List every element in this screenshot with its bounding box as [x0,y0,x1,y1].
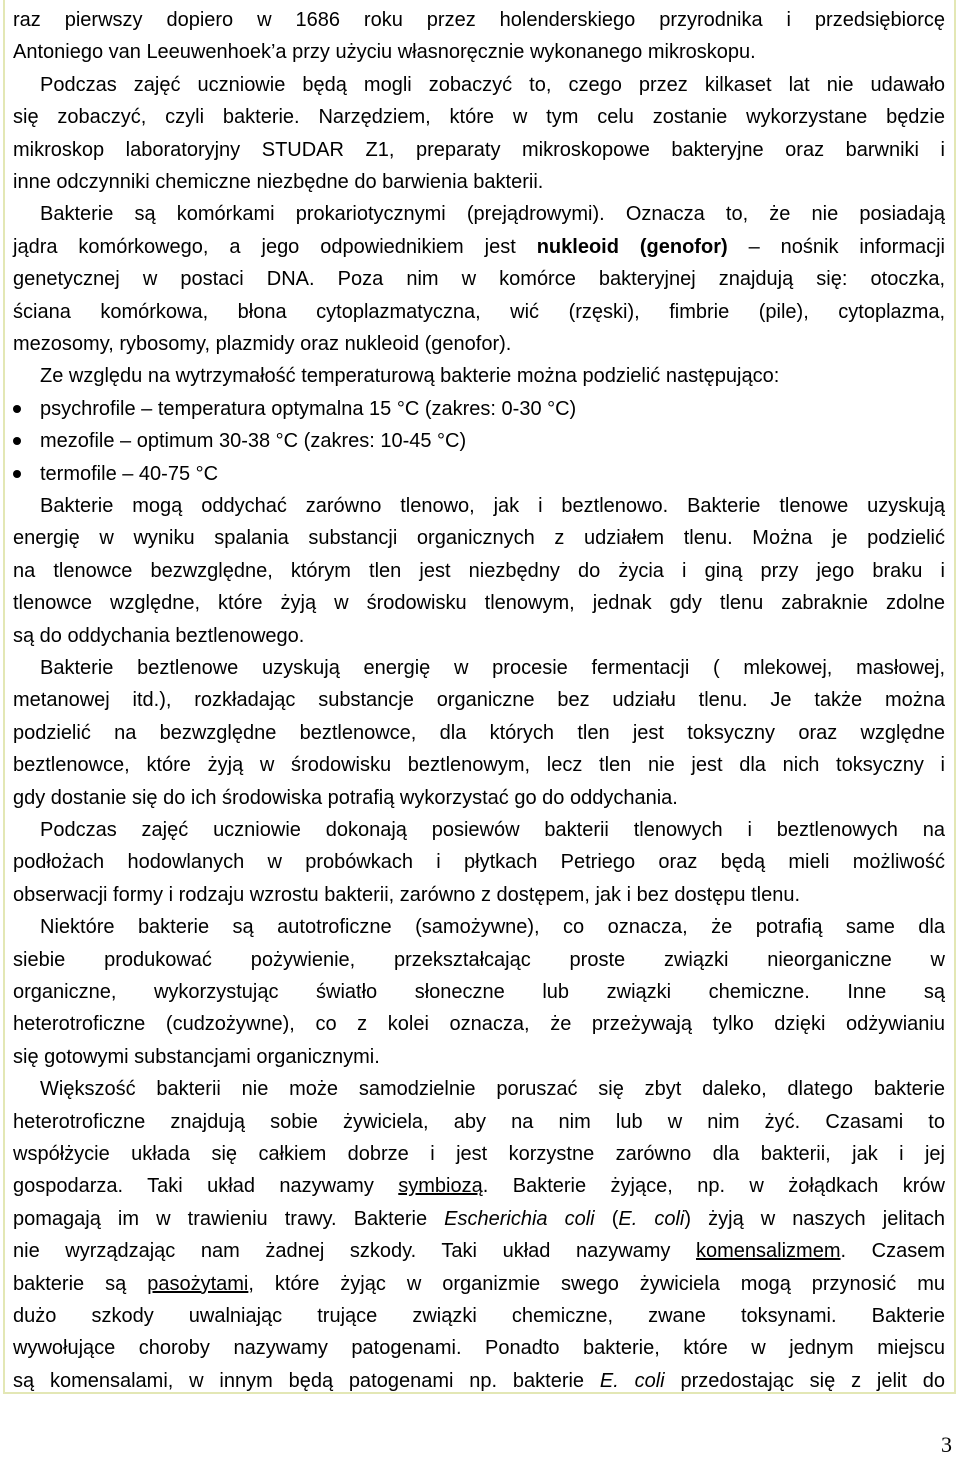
text-line: tlenowce względne, które żyją w środowisku tlenowym, jednak gdy tlenu zabraknie zdolne [13,592,945,615]
text-line: heterotroficzne (cudzożywne), co z kolei oznacza, że przeżywają tylko dzięki odżywianiu [13,1013,945,1036]
text-line: energię w wyniku spalania substancji organicznych z udziałem tlenu. Można je podzielić [13,527,945,550]
text-line: mezosomy, rybosomy, plazmidy oraz nukleoid (genofor). [13,333,512,355]
underlined-term: komensalizmem [696,1240,841,1263]
text-line: beztlenowce, które żyją w środowisku beztlenowym, lecz tlen nie jest dla nich toksyczny i [13,754,945,777]
text-line: organiczne, wykorzystując światło słoneczne lub związki chemiczne. Inne są [13,981,945,1003]
underlined-term: symbiozą [398,1175,483,1198]
text-line: gdy dostanie się do ich środowiska potrafią wykorzystać go do oddychania. [13,786,678,809]
text-line: metanowej itd.), rozkładając substancje organiczne bez udziału tlenu. Je także można [13,689,945,712]
text-line: mikroskop laboratoryjny STUDAR Z1, preparaty mikroskopowe bakteryjne oraz barwniki i [13,138,945,161]
italic-term: E. coli [599,1369,665,1392]
text-line: ściana komórkowa, błona cytoplazmatyczna, wić (rzęski), fimbrie (pile), cytoplazma, [13,300,945,323]
text-line: pomagają im w trawieniu trawy. Bakterie Escherichia coli (E. coli) żyją w naszych jelitach [13,1207,946,1230]
text-line: Podczas zajęć uczniowie będą mogli zobaczyć to, czego przez kilkaset lat nie udawało [40,73,945,96]
text-line: podzielić na bezwzględne beztlenowce, dla których tlen jest toksyczny oraz względne [13,721,945,744]
text-line: są komensalami, w innym będą patogenami np. bakterie E. coli przedostając się z jelit do [13,1369,945,1392]
text-line: Bakterie beztlenowe uzyskują energię w procesie fermentacji ( mlekowej, masłowej, [40,657,945,679]
text-line: Bakterie mogą oddychać zarówno tlenowo, jak i beztlenowo. Bakterie tlenowe uzyskują [40,495,945,517]
page-number: 3 [941,1432,952,1457]
text-line: na tlenowce bezwzględne, którym tlen jest niezbędny do życia i giną przy jego braku i [13,559,945,582]
text-line: podłożach hodowlanych w probówkach i płytkach Petriego oraz będą mieli możliwość [13,851,945,874]
text-line: obserwacji formy i rodzaju wzrostu bakterii, zarówno z dostępem, jak i bez dostępu tlenu. [13,883,801,906]
text-line: się gotowymi substancjami organicznymi. [13,1045,380,1068]
italic-term: E. coli [618,1207,685,1230]
text-line: Ze względu na wytrzymałość temperaturową bakterie można podzielić następująco: [40,365,780,388]
text-line: nie wyrządzając nam żadnej szkody. Taki układ nazywamy komensalizmem. Czasem [13,1240,945,1263]
text-line: siebie produkować pożywienie, przekształcając proste związki nieorganiczne w [13,948,945,971]
text-line: dużo szkody uwalniając trujące związki chemiczne, zwane toksynami. Bakterie [13,1305,945,1327]
bold-term: nukleoid (genofor) [536,235,728,258]
text-line: Niektóre bakterie są autotroficzne (samożywne), co oznacza, że potrafią same dla [40,916,945,939]
text-line: inne odczynniki chemiczne niezbędne do barwienia bakterii. [13,171,544,193]
list-item: mezofile – optimum 30-38 °C (zakres: 10-45 °C) [40,430,467,453]
text-line: wywołujące choroby nazywamy patogenami. Ponadto bakterie, które w jednym miejscu [13,1337,945,1360]
text-line: są do oddychania beztlenowego. [13,624,305,647]
text-line: Podczas zajęć uczniowie dokonają posiewów bakterii tlenowych i beztlenowych na [40,819,945,841]
text-line: genetycznej w postaci DNA. Poza nim w komórce bakteryjnej znajdują się: otoczka, [13,268,945,291]
text-line: raz pierwszy dopiero w 1686 roku przez holenderskiego przyrodnika i przedsiębiorcę [13,9,945,31]
italic-term: Escherichia coli [444,1207,595,1230]
text-line: Antoniego van Leeuwenhoek’a przy użyciu własnoręcznie wykonanego mikroskopu. [13,41,756,64]
text-line: heterotroficzne znajdują sobie żywiciela, aby na nim lub w nim żyć. Czasami to [13,1110,945,1133]
text-line: jądra komórkowego, a jego odpowiednikiem jest nukleoid (genofor) – nośnik informacji [13,235,945,258]
text-line: bakterie są pasożytami, które żyjąc w organizmie swego żywiciela mogą przynosić mu [13,1272,945,1295]
list-item: psychrofile – temperatura optymalna 15 °C (zakres: 0-30 °C) [40,397,577,420]
text-line: Większość bakterii nie może samodzielnie poruszać się zbyt daleko, dlatego bakterie [40,1078,945,1101]
list-item: termofile – 40-75 °C [40,462,219,485]
text-line: Bakterie są komórkami prokariotycznymi (prejądrowymi). Oznacza to, że nie posiadają [40,203,945,226]
text-line: współżycie układa się całkiem dobrze i jest korzystne zarówno dla bakterii, jak i jej [13,1143,945,1165]
bullet-icon [13,470,21,478]
underlined-term: pasożytami [147,1272,249,1295]
text-line: gospodarza. Taki układ nazywamy symbiozą. Bakterie żyjące, np. w żołądkach krów [13,1175,945,1198]
text-line: się zobaczyć, czyli bakterie. Narzędziem, które w tym celu zostanie wykorzystane będzie [13,106,945,129]
bullet-icon [13,405,21,413]
